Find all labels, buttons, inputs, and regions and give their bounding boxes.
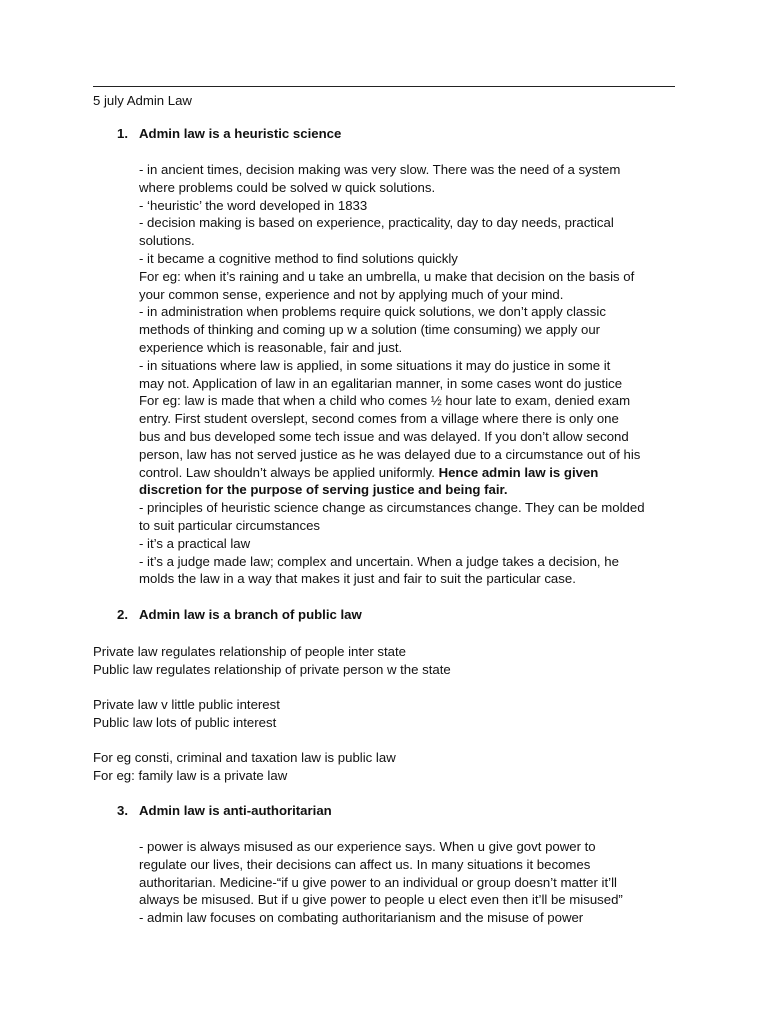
section-title: Admin law is a heuristic science xyxy=(139,126,342,141)
text-line: - it’s a practical law xyxy=(139,535,251,551)
section-2-heading xyxy=(117,606,362,624)
text-line: - in ancient times, decision making was very slow. There was the need of a system xyxy=(139,162,621,177)
section-1-heading xyxy=(117,125,341,143)
text-line: - it became a cognitive method to find solutions quickly xyxy=(139,250,458,266)
text-segment: control. Law shouldn’t always be applied uniformly. xyxy=(139,464,439,480)
text-line: bus and bus developed some tech issue and was delayed. If you don’t allow second xyxy=(139,428,629,444)
text-line: entry. First student overslept, second comes from a village where there is only one xyxy=(139,411,619,427)
section-1-body xyxy=(139,161,679,588)
text-line: For eg: family law is a private law xyxy=(93,767,288,783)
section-2-pair-1 xyxy=(93,643,653,679)
section-2-pair-2 xyxy=(93,696,653,732)
text-line: For eg: when it’s raining and u take an umbrella, u make that decision on the basis of xyxy=(139,268,635,284)
text-line: regulate our lives, their decisions can affect us. In many situations it becomes xyxy=(139,856,591,872)
section-title: Admin law is a branch of public law xyxy=(139,607,362,622)
section-3-body xyxy=(139,838,679,927)
text-line: person, law has not served justice as he was delayed due to a circumstance out of his xyxy=(139,446,641,462)
text-line: Private law regulates relationship of people inter state xyxy=(93,644,407,659)
text-line: - ‘heuristic’ the word developed in 1833 xyxy=(139,197,368,213)
header-rule xyxy=(93,86,675,87)
text-line: - in administration when problems require quick solutions, we don’t apply classic xyxy=(139,304,606,320)
text-line: solutions. xyxy=(139,233,195,249)
text-line: - it’s a judge made law; complex and uncertain. When a judge takes a decision, he xyxy=(139,553,619,569)
text-line: - in situations where law is applied, in some situations it may do justice in some it xyxy=(139,357,611,373)
text-line: always be misused. But if u give power to people u elect even then it’ll be misused” xyxy=(139,892,623,908)
text-line: Private law v little public interest xyxy=(93,697,280,712)
section-3-heading xyxy=(117,802,332,820)
text-line: authoritarian. Medicine-“if u give power to an individual or group doesn’t matter it’ll xyxy=(139,874,617,890)
text-line: - decision making is based on experience, practicality, day to day needs, practical xyxy=(139,215,614,231)
section-number: 1. xyxy=(117,126,128,141)
bold-segment: Hence admin law is given xyxy=(438,464,599,480)
section-number: 3. xyxy=(117,803,128,818)
text-line: to suit particular circumstances xyxy=(139,517,321,533)
section-title: Admin law is anti-authoritarian xyxy=(139,803,332,818)
text-line: - admin law focuses on combating authoritarianism and the misuse of power xyxy=(139,910,584,926)
text-line: - principles of heuristic science change as circumstances change. They can be molded xyxy=(139,500,645,516)
text-line: - power is always misused as our experience says. When u give govt power to xyxy=(139,839,596,854)
text-line: Public law lots of public interest xyxy=(93,714,277,730)
text-line: experience which is reasonable, fair and just. xyxy=(139,339,403,355)
section-number: 2. xyxy=(117,607,128,622)
document-title: 5 july Admin Law xyxy=(93,93,192,108)
text-line: where problems could be solved w quick solutions. xyxy=(139,179,436,195)
section-2-pair-3 xyxy=(93,749,653,785)
text-line: your common sense, experience and not by applying much of your mind. xyxy=(139,286,564,302)
text-line: Public law regulates relationship of private person w the state xyxy=(93,661,451,677)
text-line: For eg: law is made that when a child who comes ½ hour late to exam, denied exam xyxy=(139,393,631,409)
text-line-bold xyxy=(139,481,679,499)
text-line: methods of thinking and coming up w a solution (time consuming) we apply our xyxy=(139,322,601,338)
text-line-mixed xyxy=(139,464,679,482)
text-line: For eg consti, criminal and taxation law is public law xyxy=(93,750,396,765)
text-line: molds the law in a way that makes it just and fair to suit the particular case. xyxy=(139,571,576,587)
text-line: may not. Application of law in an egalitarian manner, in some cases wont do justice xyxy=(139,375,623,391)
bold-segment: discretion for the purpose of serving justice and being fair. xyxy=(139,482,508,498)
